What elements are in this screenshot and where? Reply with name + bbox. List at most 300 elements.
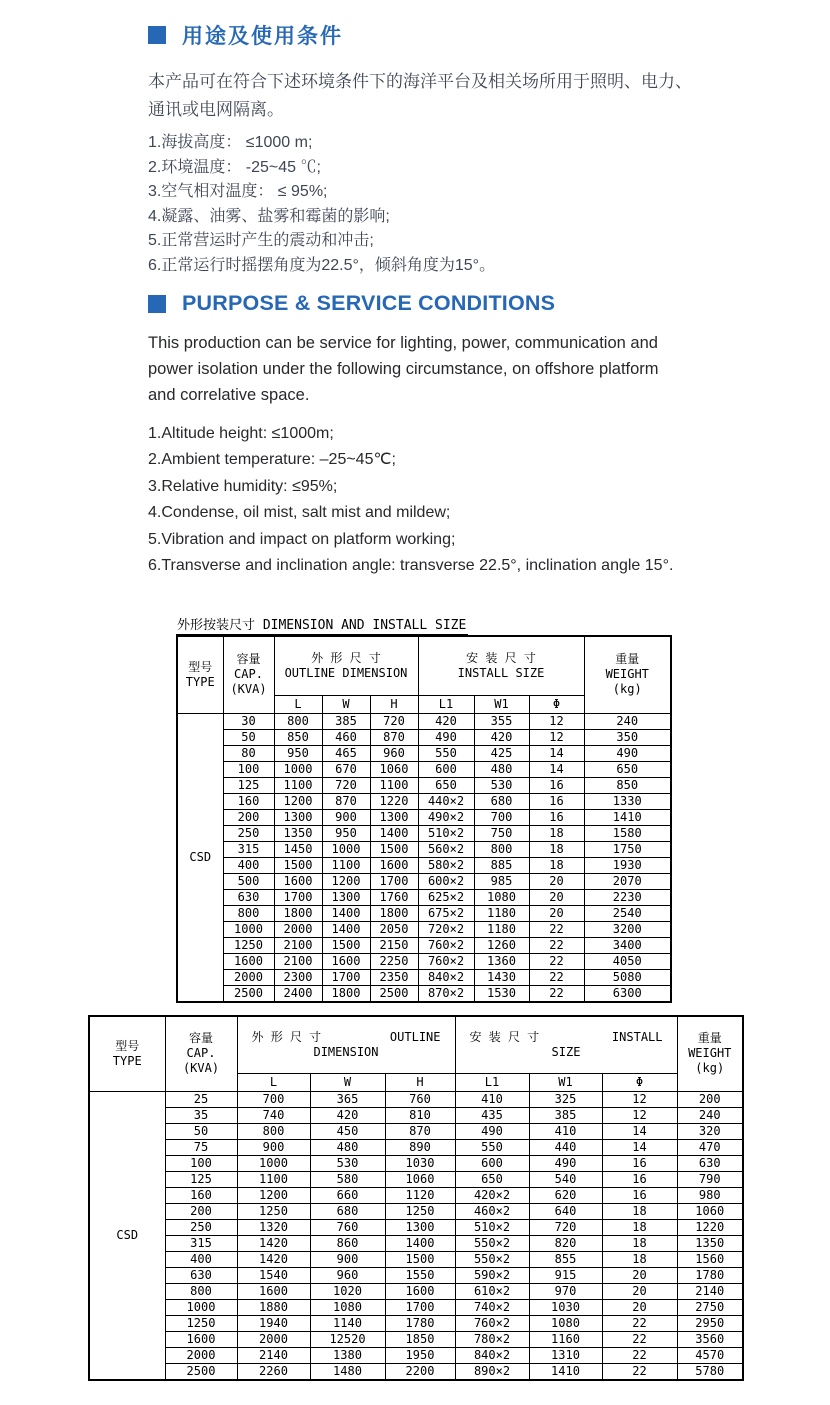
table-cell: 870	[370, 729, 418, 745]
table-cell: 885	[474, 857, 529, 873]
text-line: 1.海拔高度： ≤1000 m;	[148, 134, 313, 151]
table-cell: 680	[310, 1203, 385, 1219]
table-cell: 860	[310, 1235, 385, 1251]
table-row	[89, 1123, 743, 1139]
table-cell: 1250	[223, 937, 274, 953]
text-line: 4.凝露、油雾、盐雾和霉菌的影响;	[148, 207, 390, 225]
table-cell: 200	[223, 809, 274, 825]
table-cell: 3200	[584, 921, 671, 937]
table-cell: 1940	[237, 1315, 310, 1331]
table-cell: 465	[322, 745, 370, 761]
text-line: power isolation under the following circumstance, on offshore platform	[148, 360, 659, 378]
table-row	[89, 1171, 743, 1187]
table-cell: 2500	[223, 985, 274, 1002]
table-cell: 760×2	[418, 953, 474, 969]
text-line: 4.Condense, oil mist, salt mist and mildew;	[148, 504, 451, 522]
text-line: 6.Transverse and inclination angle: transverse 22.5°, inclination angle 15°.	[148, 557, 674, 575]
table-cell: 960	[310, 1267, 385, 1283]
table-cell: 50	[223, 729, 274, 745]
table-row	[177, 745, 671, 761]
table-row	[177, 713, 671, 729]
table-cell: 2250	[370, 953, 418, 969]
table-cell: 1080	[310, 1299, 385, 1315]
table-cell: 18	[602, 1235, 677, 1251]
table-cell: 14	[602, 1123, 677, 1139]
col-header-weight: 重量 WEIGHT (kg)	[677, 1016, 743, 1091]
table-cell: 100	[165, 1155, 237, 1171]
col-group-install: 安 装 尺 寸 INSTALL SIZE	[418, 636, 584, 695]
table-cell: 1060	[370, 761, 418, 777]
text-line: 2.Ambient temperature: –25~45℃;	[148, 451, 396, 469]
table-cell: 20	[529, 905, 584, 921]
table-cell: 1780	[677, 1267, 743, 1283]
table-cell: 530	[474, 777, 529, 793]
table-cell: 1600	[165, 1331, 237, 1347]
table-cell: 720	[322, 777, 370, 793]
dimension-table-2-block	[88, 1015, 744, 1381]
col-header-L: L	[274, 695, 322, 713]
table-cell: 315	[223, 841, 274, 857]
table-row	[89, 1187, 743, 1203]
table-cell: 610×2	[455, 1283, 529, 1299]
table-cell: 700	[237, 1091, 310, 1107]
table-cell: 25	[165, 1091, 237, 1107]
table-cell: 420	[474, 729, 529, 745]
table-cell: 800	[474, 841, 529, 857]
table-cell: 780×2	[455, 1331, 529, 1347]
table-cell: 1300	[322, 889, 370, 905]
table-cell: 1030	[385, 1155, 455, 1171]
type-value-cell: CSD	[177, 713, 223, 1002]
col-group-install: 安 装 尺 寸 INSTALL SIZE	[455, 1016, 677, 1073]
table-cell: 420×2	[455, 1187, 529, 1203]
table-cell: 18	[529, 825, 584, 841]
table-row	[177, 937, 671, 953]
table-cell: 125	[165, 1171, 237, 1187]
table-cell: 2400	[274, 985, 322, 1002]
table-cell: 1420	[237, 1235, 310, 1251]
table-cell: 720	[529, 1219, 602, 1235]
table-cell: 1020	[310, 1283, 385, 1299]
table-cell: 18	[602, 1203, 677, 1219]
table-cell: 1330	[584, 793, 671, 809]
table-cell: 760	[385, 1091, 455, 1107]
table-row	[89, 1107, 743, 1123]
table-cell: 35	[165, 1107, 237, 1123]
table-cell: 740×2	[455, 1299, 529, 1315]
table-cell: 900	[237, 1139, 310, 1155]
text-line: 5.正常营运时产生的震动和冲击;	[148, 232, 374, 250]
table-cell: 420	[418, 713, 474, 729]
table-cell: 1410	[529, 1363, 602, 1380]
table-cell: 490	[418, 729, 474, 745]
table-cell: 2950	[677, 1315, 743, 1331]
table-cell: 850	[274, 729, 322, 745]
table-cell: 985	[474, 873, 529, 889]
table-cell: 760	[310, 1219, 385, 1235]
table-cell: 700	[474, 809, 529, 825]
table-cell: 1350	[677, 1235, 743, 1251]
table-row	[89, 1235, 743, 1251]
table-cell: 800	[165, 1283, 237, 1299]
table-cell: 1700	[274, 889, 322, 905]
table-cell: 3400	[584, 937, 671, 953]
table-row	[89, 1267, 743, 1283]
table-cell: 1410	[584, 809, 671, 825]
table-row	[177, 953, 671, 969]
section-title-cn: 用途及使用条件	[182, 25, 343, 48]
table-cell: 630	[677, 1155, 743, 1171]
table-cell: 1400	[322, 921, 370, 937]
table-cell: 410	[529, 1123, 602, 1139]
col-header-phi: Φ	[602, 1073, 677, 1091]
dimension-table-1-block	[176, 614, 672, 1003]
table-cell: 1080	[529, 1315, 602, 1331]
table-cell: 14	[529, 745, 584, 761]
table-cell: 1310	[529, 1347, 602, 1363]
table-cell: 1760	[370, 889, 418, 905]
table-cell: 1400	[370, 825, 418, 841]
table-row	[89, 1315, 743, 1331]
table-cell: 1380	[310, 1347, 385, 1363]
table-cell: 250	[223, 825, 274, 841]
table-cell: 490×2	[418, 809, 474, 825]
table-cell: 1180	[474, 921, 529, 937]
table-cell: 12	[602, 1107, 677, 1123]
table-cell: 550	[418, 745, 474, 761]
table-cell: 480	[474, 761, 529, 777]
table-cell: 435	[455, 1107, 529, 1123]
table-row	[177, 809, 671, 825]
table-cell: 410	[455, 1091, 529, 1107]
table-cell: 18	[529, 857, 584, 873]
table-cell: 16	[602, 1187, 677, 1203]
table-cell: 6300	[584, 985, 671, 1002]
table-cell: 1120	[385, 1187, 455, 1203]
table-cell: 400	[223, 857, 274, 873]
table-cell: 950	[322, 825, 370, 841]
table-cell: 2500	[165, 1363, 237, 1380]
table-cell: 1250	[165, 1315, 237, 1331]
table-cell: 510×2	[418, 825, 474, 841]
dimension-table-2	[88, 1015, 744, 1381]
table-cell: 460×2	[455, 1203, 529, 1219]
table-cell: 1700	[370, 873, 418, 889]
table-cell: 20	[529, 889, 584, 905]
table-cell: 490	[529, 1155, 602, 1171]
table-cell: 2140	[237, 1347, 310, 1363]
table-cell: 420	[310, 1107, 385, 1123]
table-cell: 650	[418, 777, 474, 793]
table-cell: 625×2	[418, 889, 474, 905]
table-cell: 22	[529, 985, 584, 1002]
table-cell: 325	[529, 1091, 602, 1107]
table-cell: 2070	[584, 873, 671, 889]
table-cell: 600	[418, 761, 474, 777]
text-line: 6.正常运行时摇摆角度为22.5°，倾斜角度为15°。	[148, 256, 496, 274]
table-cell: 2350	[370, 969, 418, 985]
table-cell: 2100	[274, 937, 322, 953]
section-purpose-en	[148, 291, 728, 579]
table-cell: 1800	[274, 905, 322, 921]
table-cell: 1780	[385, 1315, 455, 1331]
table-cell: 1540	[237, 1267, 310, 1283]
table-cell: 550×2	[455, 1235, 529, 1251]
table-cell: 4050	[584, 953, 671, 969]
table-cell: 2540	[584, 905, 671, 921]
table-cell: 2260	[237, 1363, 310, 1380]
table-cell: 320	[677, 1123, 743, 1139]
table-cell: 20	[602, 1267, 677, 1283]
text-line: This production can be service for lighting, power, communication and	[148, 334, 658, 352]
table-row	[177, 841, 671, 857]
table-cell: 1420	[237, 1251, 310, 1267]
table-cell: 1100	[274, 777, 322, 793]
table-cell: 1000	[274, 761, 322, 777]
table-cell: 760×2	[455, 1315, 529, 1331]
conditions-list-en	[148, 421, 728, 579]
table-cell: 1500	[385, 1251, 455, 1267]
table-cell: 1350	[274, 825, 322, 841]
table-cell: 1700	[322, 969, 370, 985]
table-cell: 1300	[274, 809, 322, 825]
table-cell: 1450	[274, 841, 322, 857]
table-cell: 2500	[370, 985, 418, 1002]
table-cell: 200	[165, 1203, 237, 1219]
table-cell: 1580	[584, 825, 671, 841]
table-cell: 1800	[370, 905, 418, 921]
col-header-L1: L1	[418, 695, 474, 713]
table-cell: 22	[602, 1347, 677, 1363]
table-cell: 75	[165, 1139, 237, 1155]
table-cell: 1000	[322, 841, 370, 857]
table-cell: 1600	[237, 1283, 310, 1299]
table-row	[89, 1219, 743, 1235]
table-row	[89, 1203, 743, 1219]
intro-paragraph-cn	[148, 68, 728, 124]
table-cell: 960	[370, 745, 418, 761]
table-cell: 240	[677, 1107, 743, 1123]
table-cell: 20	[529, 873, 584, 889]
table-cell: 22	[602, 1315, 677, 1331]
table-cell: 1700	[385, 1299, 455, 1315]
table-cell: 760×2	[418, 937, 474, 953]
table-cell: 500	[223, 873, 274, 889]
table-cell: 590×2	[455, 1267, 529, 1283]
table-cell: 490	[584, 745, 671, 761]
table-cell: 400	[165, 1251, 237, 1267]
table-cell: 4570	[677, 1347, 743, 1363]
table-cell: 12520	[310, 1331, 385, 1347]
table-cell: 870	[322, 793, 370, 809]
table-cell: 1260	[474, 937, 529, 953]
table-cell: 2750	[677, 1299, 743, 1315]
table-cell: 800	[237, 1123, 310, 1139]
table-cell: 840×2	[418, 969, 474, 985]
table-cell: 740	[237, 1107, 310, 1123]
text-line: 2.环境温度： -25~45 ℃;	[148, 158, 321, 176]
table-cell: 12	[602, 1091, 677, 1107]
table-cell: 1000	[223, 921, 274, 937]
table-cell: 2150	[370, 937, 418, 953]
table-cell: 22	[529, 969, 584, 985]
section-title-en: PURPOSE & SERVICE CONDITIONS	[182, 291, 556, 315]
table-cell: 1000	[165, 1299, 237, 1315]
table-cell: 620	[529, 1187, 602, 1203]
table-cell: 680	[474, 793, 529, 809]
col-header-weight: 重量 WEIGHT (kg)	[584, 636, 671, 713]
table-cell: 490	[455, 1123, 529, 1139]
table-cell: 1850	[385, 1331, 455, 1347]
table-cell: 460	[322, 729, 370, 745]
table-cell: 160	[223, 793, 274, 809]
table-cell: 22	[529, 921, 584, 937]
col-header-capacity: 容量 CAP. (KVA)	[223, 636, 274, 713]
table-row	[89, 1091, 743, 1107]
table-cell: 720	[370, 713, 418, 729]
table-cell: 900	[322, 809, 370, 825]
table-cell: 2300	[274, 969, 322, 985]
table-cell: 1430	[474, 969, 529, 985]
col-header-type: 型号 TYPE	[177, 636, 223, 713]
table-cell: 22	[602, 1363, 677, 1380]
table-cell: 1560	[677, 1251, 743, 1267]
table-cell: 1800	[322, 985, 370, 1002]
col-header-type: 型号 TYPE	[89, 1016, 165, 1091]
table-cell: 540	[529, 1171, 602, 1187]
table-cell: 1600	[223, 953, 274, 969]
table-cell: 2140	[677, 1283, 743, 1299]
col-header-L1: L1	[455, 1073, 529, 1091]
table-cell: 800	[223, 905, 274, 921]
table-cell: 365	[310, 1091, 385, 1107]
table-cell: 980	[677, 1187, 743, 1203]
table-cell: 20	[602, 1283, 677, 1299]
table-cell: 2200	[385, 1363, 455, 1380]
table-cell: 1320	[237, 1219, 310, 1235]
section-heading-cn	[148, 20, 728, 50]
col-group-outline: 外 形 尺 寸 OUTLINE DIMENSION	[274, 636, 418, 695]
table-row	[89, 1283, 743, 1299]
table-row	[89, 1155, 743, 1171]
text-line: 通讯或电网隔离。	[148, 100, 284, 119]
conditions-list-cn	[148, 131, 728, 279]
table-cell: 660	[310, 1187, 385, 1203]
table-cell: 1880	[237, 1299, 310, 1315]
table-cell: 16	[602, 1155, 677, 1171]
table-cell: 385	[529, 1107, 602, 1123]
table-cell: 480	[310, 1139, 385, 1155]
table-row	[177, 889, 671, 905]
dimension-table-1	[176, 635, 672, 1003]
table-cell: 1500	[370, 841, 418, 857]
col-header-W1: W1	[474, 695, 529, 713]
col-header-phi: Φ	[529, 695, 584, 713]
table-cell: 16	[529, 777, 584, 793]
table-cell: 1400	[322, 905, 370, 921]
table-cell: 1220	[677, 1219, 743, 1235]
table-row	[89, 1363, 743, 1380]
table-cell: 240	[584, 713, 671, 729]
table-cell: 250	[165, 1219, 237, 1235]
table-cell: 1200	[322, 873, 370, 889]
table-cell: 16	[529, 809, 584, 825]
table-cell: 1750	[584, 841, 671, 857]
table-cell: 1140	[310, 1315, 385, 1331]
col-header-capacity: 容量 CAP. (KVA)	[165, 1016, 237, 1091]
table-cell: 470	[677, 1139, 743, 1155]
table-cell: 560×2	[418, 841, 474, 857]
table-row	[177, 921, 671, 937]
table-cell: 1600	[385, 1283, 455, 1299]
table-cell: 1100	[370, 777, 418, 793]
col-header-W1: W1	[529, 1073, 602, 1091]
table-cell: 385	[322, 713, 370, 729]
table-cell: 22	[529, 953, 584, 969]
text-line: and correlative space.	[148, 386, 310, 404]
table-cell: 20	[602, 1299, 677, 1315]
table-cell: 1100	[237, 1171, 310, 1187]
intro-paragraph-en	[148, 330, 728, 408]
table-cell: 425	[474, 745, 529, 761]
col-header-H: H	[385, 1073, 455, 1091]
table-row	[89, 1331, 743, 1347]
table-cell: 855	[529, 1251, 602, 1267]
blue-square-marker-icon	[148, 26, 166, 44]
table-cell: 5780	[677, 1363, 743, 1380]
table-cell: 1600	[274, 873, 322, 889]
table-cell: 950	[274, 745, 322, 761]
table-row	[177, 985, 671, 1002]
blue-square-marker-icon	[148, 295, 166, 313]
table-cell: 1550	[385, 1267, 455, 1283]
table-cell: 1180	[474, 905, 529, 921]
table-cell: 750	[474, 825, 529, 841]
table-cell: 1360	[474, 953, 529, 969]
table-cell: 2100	[274, 953, 322, 969]
section-purpose-cn	[148, 20, 728, 279]
table-row	[177, 857, 671, 873]
table-cell: 2000	[237, 1331, 310, 1347]
table-row	[89, 1299, 743, 1315]
table-cell: 650	[455, 1171, 529, 1187]
text-line: 3.空气相对温度： ≤ 95%;	[148, 183, 328, 201]
table-cell: 1300	[370, 809, 418, 825]
table-cell: 315	[165, 1235, 237, 1251]
table-cell: 1250	[237, 1203, 310, 1219]
table-cell: 1200	[237, 1187, 310, 1203]
table-cell: 200	[677, 1091, 743, 1107]
table-cell: 630	[223, 889, 274, 905]
table-row	[177, 905, 671, 921]
col-group-outline: 外 形 尺 寸 OUTLINE DIMENSION	[237, 1016, 455, 1073]
type-value-cell: CSD	[89, 1091, 165, 1380]
table-cell: 22	[529, 937, 584, 953]
table-cell: 16	[529, 793, 584, 809]
table-cell: 840×2	[455, 1347, 529, 1363]
table-cell: 1250	[385, 1203, 455, 1219]
table-cell: 2000	[274, 921, 322, 937]
table-cell: 16	[602, 1171, 677, 1187]
table-cell: 810	[385, 1107, 455, 1123]
table-row	[177, 873, 671, 889]
table-cell: 870	[385, 1123, 455, 1139]
table-cell: 160	[165, 1187, 237, 1203]
table-cell: 1080	[474, 889, 529, 905]
table-cell: 5080	[584, 969, 671, 985]
table-cell: 550	[455, 1139, 529, 1155]
table-cell: 510×2	[455, 1219, 529, 1235]
